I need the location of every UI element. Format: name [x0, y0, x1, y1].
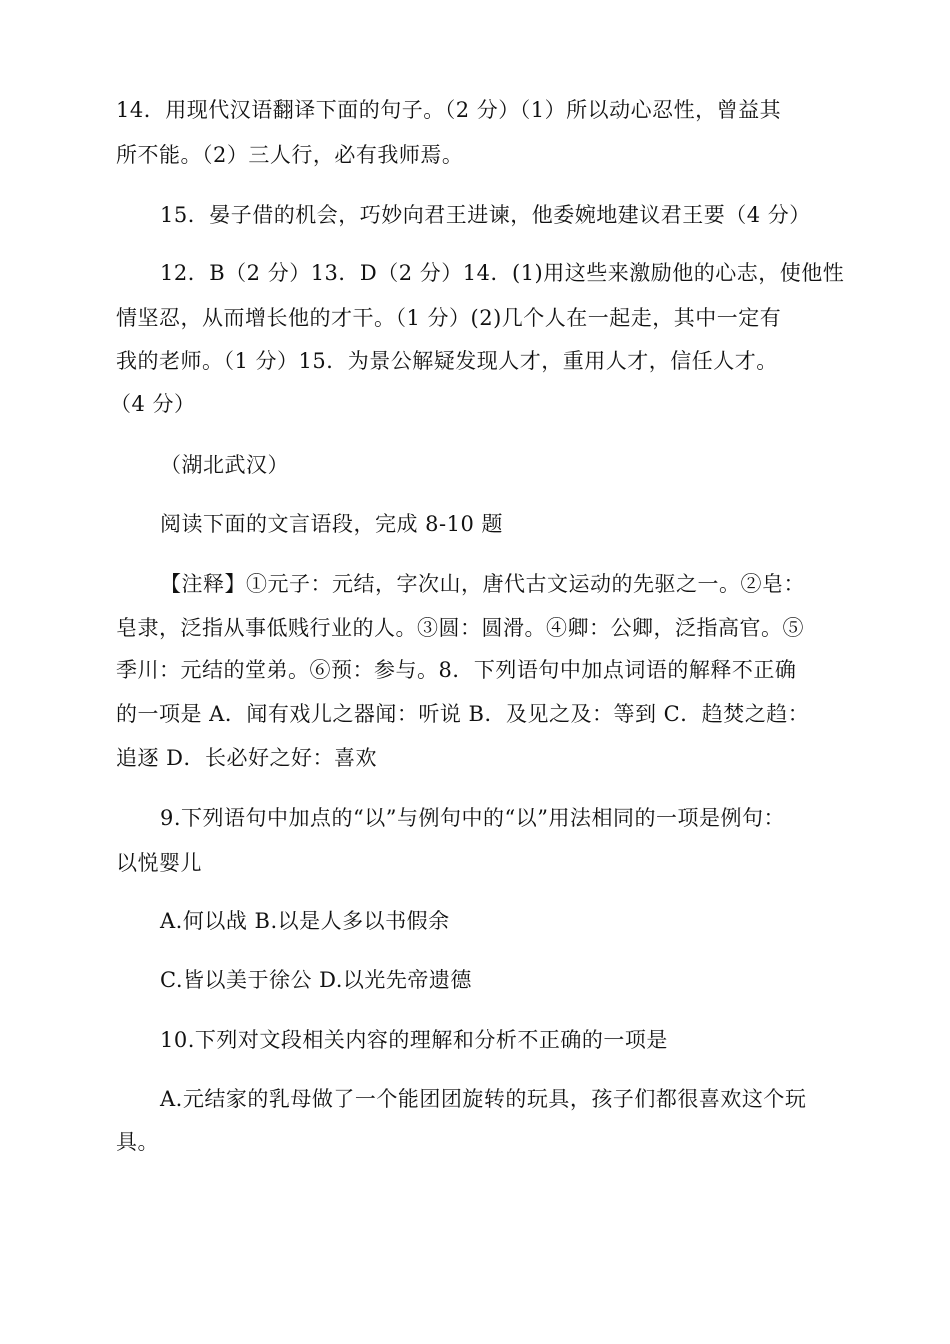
paragraph-line: 所不能。（2）三人行，必有我师焉。	[116, 143, 464, 167]
paragraph-line: 季川：元结的堂弟。⑥预：参与。8．下列语句中加点词语的解释不正确	[116, 658, 797, 682]
option-line: A.元结家的乳母做了一个能团团旋转的玩具，孩子们都很喜欢这个玩	[160, 1087, 807, 1111]
paragraph-line: 9.下列语句中加点的“以”与例句中的“以”用法相同的一项是例句：	[160, 806, 785, 830]
paragraph-line: 15．晏子借的机会，巧妙向君王进谏，他委婉地建议君王要（4 分）	[160, 203, 811, 227]
paragraph-line: 以悦婴儿	[116, 851, 202, 875]
option-line: A.何以战 B.以是人多以书假余	[160, 909, 450, 933]
paragraph-line: 14．用现代汉语翻译下面的句子。（2 分）（1）所以动心忍性，曾益其	[116, 98, 782, 122]
paragraph-line: （4 分）	[110, 392, 196, 416]
paragraph-line: 10.下列对文段相关内容的理解和分析不正确的一项是	[160, 1028, 668, 1052]
paragraph-line: 具。	[116, 1130, 159, 1154]
paragraph-line: 【注释】①元子：元结，字次山，唐代古文运动的先驱之一。②皂：	[160, 572, 805, 596]
paragraph-line: 皂隶，泛指从事低贱行业的人。③圆：圆滑。④卿：公卿，泛指高官。⑤	[116, 616, 804, 640]
paragraph-line: 阅读下面的文言语段，完成 8-10 题	[160, 512, 504, 536]
paragraph-line: 的一项是 A．闻有戏儿之器闻：听说 B．及见之及：等到 C．趋焚之趋：	[116, 702, 810, 726]
paragraph-line: 追逐 D．长必好之好：喜欢	[116, 746, 378, 770]
paragraph-line: 12．B（2 分）13．D（2 分）14．(1)用这些来激励他的心志，使他性	[160, 261, 845, 285]
paragraph-line: 我的老师。（1 分）15．为景公解疑发现人才，重用人才，信任人才。	[116, 349, 778, 373]
paragraph-line: 情坚忍，从而增长他的才干。（1 分）(2)几个人在一起走，其中一定有	[116, 306, 782, 330]
option-line: C.皆以美于徐公 D.以光先帝遗德	[160, 968, 472, 992]
section-heading: （湖北武汉）	[160, 453, 289, 477]
